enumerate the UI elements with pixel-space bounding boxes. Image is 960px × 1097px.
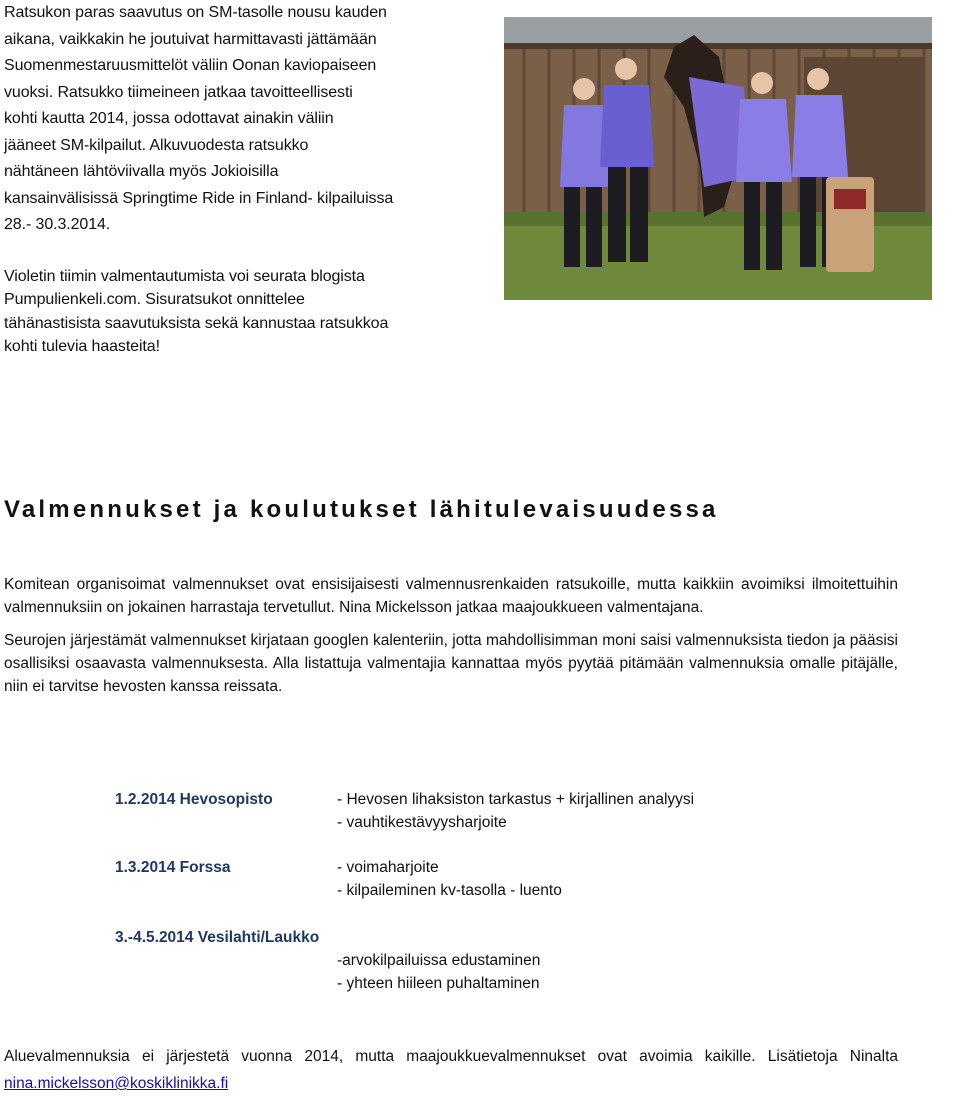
schedule-item: - kilpaileminen kv-tasolla - luento xyxy=(337,882,562,899)
text-line: tähänastisista saavutuksista sekä kannustaa ratsukkoa xyxy=(4,314,389,332)
text-line: Pumpulienkeli.com. Sisuratsukot onnittelee xyxy=(4,291,305,308)
text-line: kohti kautta 2014, jossa odottavat ainakin väliin xyxy=(4,110,334,127)
section-body xyxy=(4,573,898,708)
schedule-item: - Hevosen lihaksiston tarkastus + kirjallinen analyysi xyxy=(337,791,695,808)
text-line: aikana, vaikkakin he joutuivat harmittavasti jättämään xyxy=(4,30,377,48)
schedule-row xyxy=(115,856,815,902)
schedule-row xyxy=(115,926,815,995)
schedule-item: - voimaharjoite xyxy=(337,859,439,876)
schedule-item: - yhteen hiileen puhaltaminen xyxy=(337,975,540,992)
text-line: kansainvälisissä Springtime Ride in Finland- kilpailuissa xyxy=(4,189,394,207)
section-paragraph: Seurojen järjestämät valmennukset kirjataan googlen kalenteriin, jotta mahdollisimman moni saisi valmennuksista tiedon ja pääsisi osallisiksi osaavasta valmennuksesta. Alla listattuja valmentajia kannattaa myös pyytää pitämään valmennuksia omalle pitäjälle, niin ei tarvitse hevosten kanssa reissata. xyxy=(4,632,898,695)
training-schedule xyxy=(115,788,815,995)
schedule-date: 1.2.2014 Hevosopisto xyxy=(115,791,273,808)
schedule-item: - vauhtikestävyysharjoite xyxy=(337,814,507,831)
schedule-item: -arvokilpailuissa edustaminen xyxy=(337,952,541,969)
text-line: kohti tulevia haasteita! xyxy=(4,338,160,355)
text-line: vuoksi. Ratsukko tiimeineen jatkaa tavoitteellisesti xyxy=(4,83,353,101)
schedule-date: 1.3.2014 Forssa xyxy=(115,859,231,876)
intro-paragraph-1 xyxy=(4,0,424,239)
text-line: Violetin tiimin valmentautumista voi seurata blogista xyxy=(4,267,365,285)
intro-text xyxy=(4,0,424,359)
text-line: nähtäneen lähtöviivalla myös Jokioisilla xyxy=(4,163,279,180)
section-paragraph: Komitean organisoimat valmennukset ovat ensisijaisesti valmennusrenkaiden ratsukoille, mutta kaikkiin avoimiksi ilmoitettuihin valmennuksiin on jokainen harrastaja tervetullut. Nina Mickelsson jatkaa maajoukkueen valmentajana. xyxy=(4,576,898,616)
email-link[interactable]: nina.mickelsson@koskiklinikka.fi xyxy=(4,1075,229,1092)
text-line: 28.- 30.3.2014. xyxy=(4,216,111,233)
schedule-date: 3.-4.5.2014 Vesilahti/Laukko xyxy=(115,929,320,946)
section-title: Valmennukset ja koulutukset lähitulevaisuudessa xyxy=(4,496,719,523)
team-photo xyxy=(504,17,932,300)
intro-paragraph-2 xyxy=(4,265,424,359)
text-line: jääneet SM-kilpailut. Alkuvuodesta ratsukko xyxy=(4,136,309,154)
text-line: Ratsukon paras saavutus on SM-tasolle nousu kauden xyxy=(4,4,387,21)
text-line: Suomenmestaruusmittelöt väliin Oonan kaviopaiseen xyxy=(4,57,377,74)
team-photo-illustration xyxy=(504,17,932,300)
footer-sentence: Aluevalmennuksia ei järjestetä vuonna 2014, mutta maajoukkuevalmennukset ovat avoimia kaikille. Lisätietoja Ninalta xyxy=(4,1048,898,1065)
footer-text xyxy=(4,1043,898,1097)
schedule-row xyxy=(115,788,815,834)
